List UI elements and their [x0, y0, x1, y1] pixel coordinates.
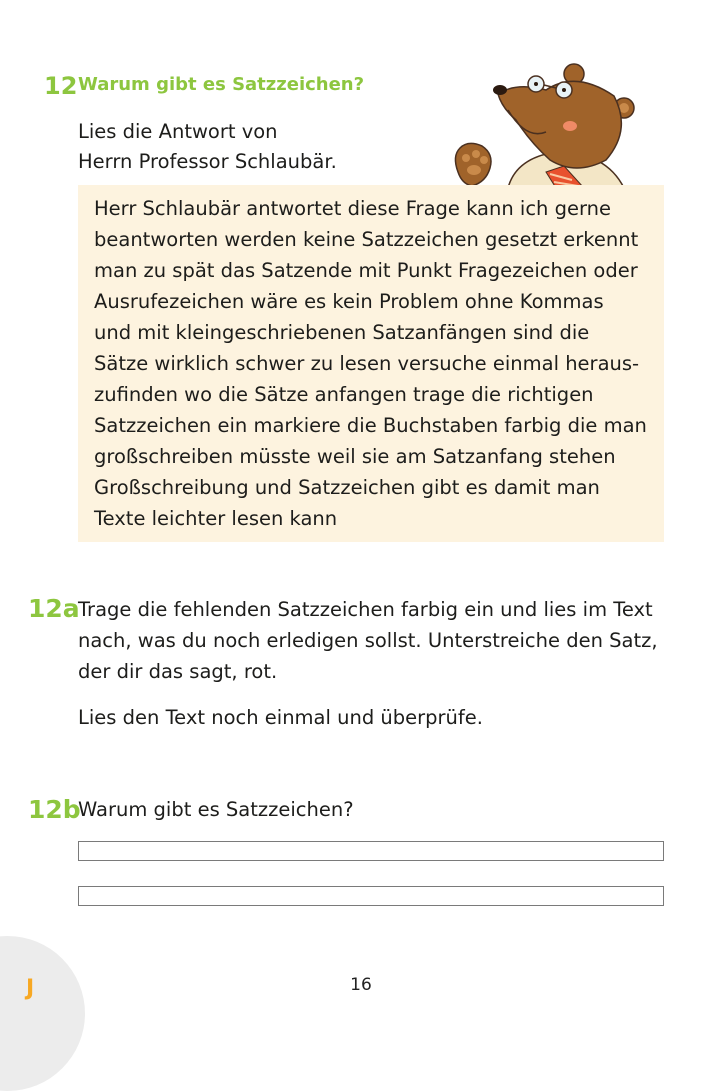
- task12a-line-1: Trage die fehlenden Satzzeichen farbig ein und lies im Text: [78, 598, 653, 621]
- task12a-extra: Lies den Text noch einmal und überprüfe.: [78, 706, 483, 729]
- task12a-line-2: nach, was du noch erledigen sollst. Unterstreiche den Satz,: [78, 629, 658, 652]
- task-number-12: 12: [44, 72, 78, 100]
- task12b-question: Warum gibt es Satzzeichen?: [78, 798, 354, 821]
- professor-bear-illustration: [446, 60, 636, 190]
- answer-line: Ausrufezeichen wäre es kein Problem ohne Kommas: [94, 290, 604, 313]
- answer-line: Großschreibung und Satzzeichen gibt es damit man: [94, 476, 600, 499]
- answer-write-line-2[interactable]: [78, 886, 664, 906]
- task12a-line-3: der dir das sagt, rot.: [78, 660, 278, 683]
- answer-write-line-1[interactable]: [78, 841, 664, 861]
- task-number-12b: 12b: [28, 795, 81, 824]
- page-number: 16: [350, 975, 372, 995]
- task-number-12a: 12a: [28, 594, 80, 623]
- corner-letter: J: [26, 976, 35, 1001]
- answer-text: [94, 193, 659, 534]
- answer-line: großschreiben müsste weil sie am Satzanfang stehen: [94, 445, 616, 468]
- task12-instruction-line-1: Lies die Antwort von: [78, 120, 278, 143]
- answer-line: Texte leichter lesen kann: [94, 507, 338, 530]
- answer-line: beantworten werden keine Satzzeichen gesetzt erkennt: [94, 228, 639, 251]
- answer-line: man zu spät das Satzende mit Punkt Fragezeichen oder: [94, 259, 638, 282]
- task12-instruction-line-2: Herrn Professor Schlaubär.: [78, 150, 337, 173]
- answer-line: zufinden wo die Sätze anfangen trage die richtigen: [94, 383, 594, 406]
- task-heading: Warum gibt es Satzzeichen?: [78, 74, 365, 95]
- answer-line: und mit kleingeschriebenen Satzanfängen sind die: [94, 321, 590, 344]
- corner-decoration: [0, 936, 85, 1091]
- answer-line: Herr Schlaubär antwortet diese Frage kann ich gerne: [94, 197, 612, 220]
- answer-line: Sätze wirklich schwer zu lesen versuche einmal heraus-: [94, 352, 640, 375]
- answer-line: Satzzeichen ein markiere die Buchstaben farbig die man: [94, 414, 647, 437]
